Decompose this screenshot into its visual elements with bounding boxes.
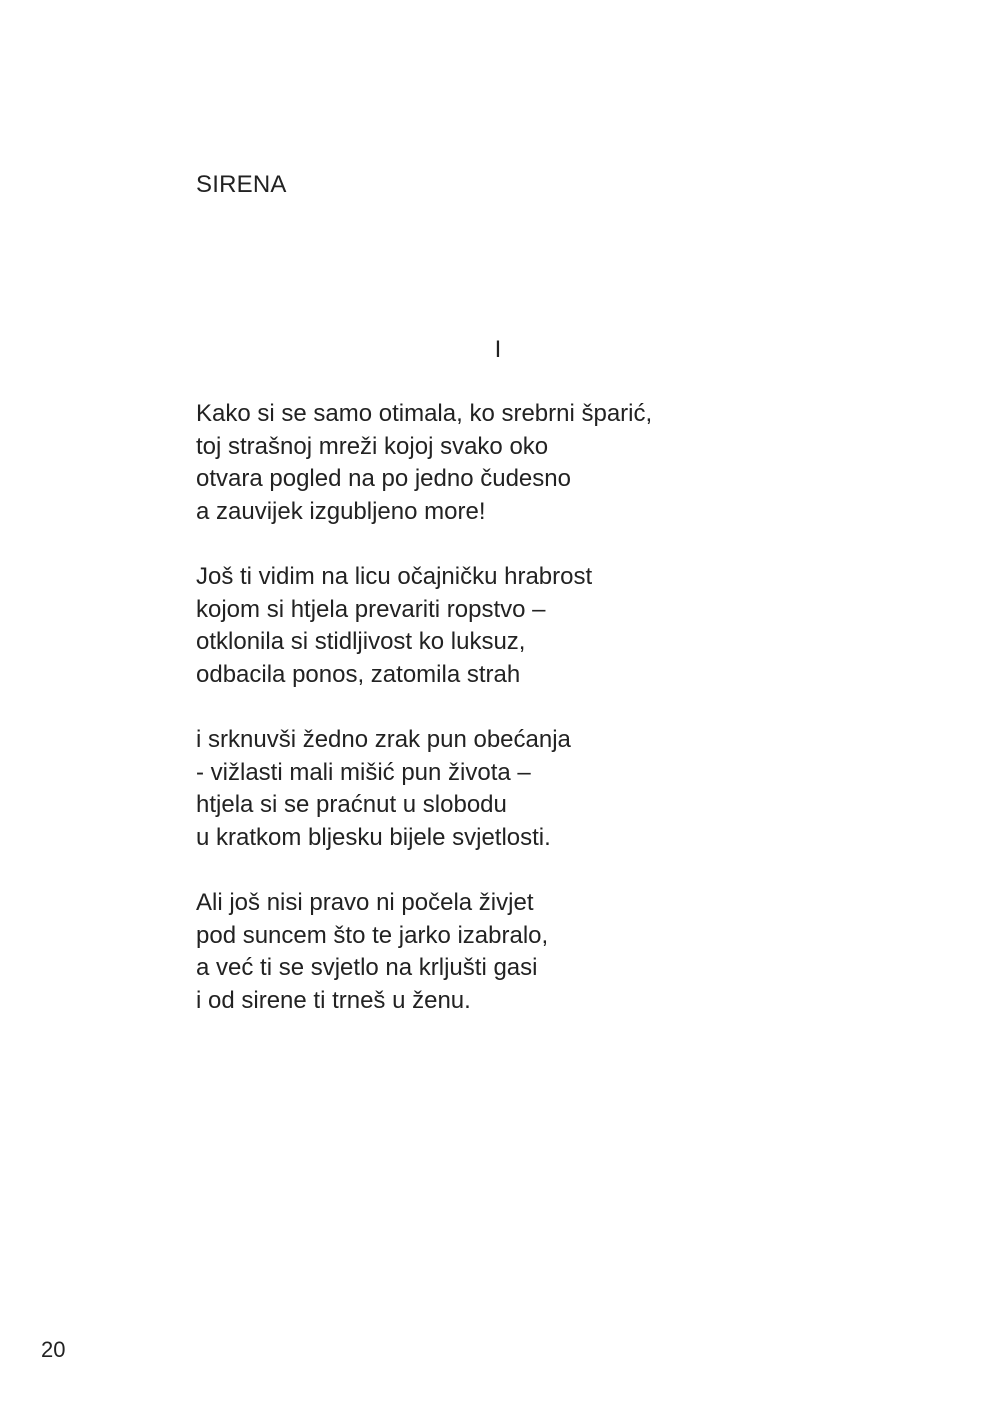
verse-line: u kratkom bljesku bijele svjetlosti. [196, 823, 551, 851]
verse-line: pod suncem što te jarko izabralo, [196, 921, 549, 949]
verse-line: Ali još nisi pravo ni počela živjet [196, 889, 534, 916]
verse-line: i od sirene ti trneš u ženu. [196, 986, 471, 1014]
verse-line: a već ti se svjetlo na krljušti gasi [196, 954, 538, 981]
poem-body [196, 398, 836, 1050]
verse-line: Još ti vidim na licu očajničku hrabrost [196, 563, 593, 590]
stanza-1 [196, 398, 836, 528]
verse-line: otvara pogled na po jedno čudesno [196, 465, 571, 492]
stanza-2 [196, 561, 836, 691]
poem-title: SIRENA [196, 171, 287, 198]
stanza-3 [196, 724, 836, 854]
page-number: 20 [41, 1337, 66, 1362]
verse-line: htjela si se praćnut u slobodu [196, 791, 507, 818]
verse-line: - vižlasti mali mišić pun života – [196, 758, 531, 786]
verse-line: Kako si se samo otimala, ko srebrni šparić, [196, 400, 653, 427]
verse-line: odbacila ponos, zatomila strah [196, 660, 521, 688]
verse-line: kojom si htjela prevariti ropstvo – [196, 595, 546, 623]
verse-line: i srknuvši žedno zrak pun obećanja [196, 726, 571, 753]
section-numeral: I [494, 336, 502, 363]
verse-line: otklonila si stidljivost ko luksuz, [196, 628, 526, 655]
verse-line: a zauvijek izgubljeno more! [196, 497, 486, 525]
stanza-4 [196, 887, 836, 1017]
verse-line: toj strašnoj mreži kojoj svako oko [196, 432, 549, 460]
